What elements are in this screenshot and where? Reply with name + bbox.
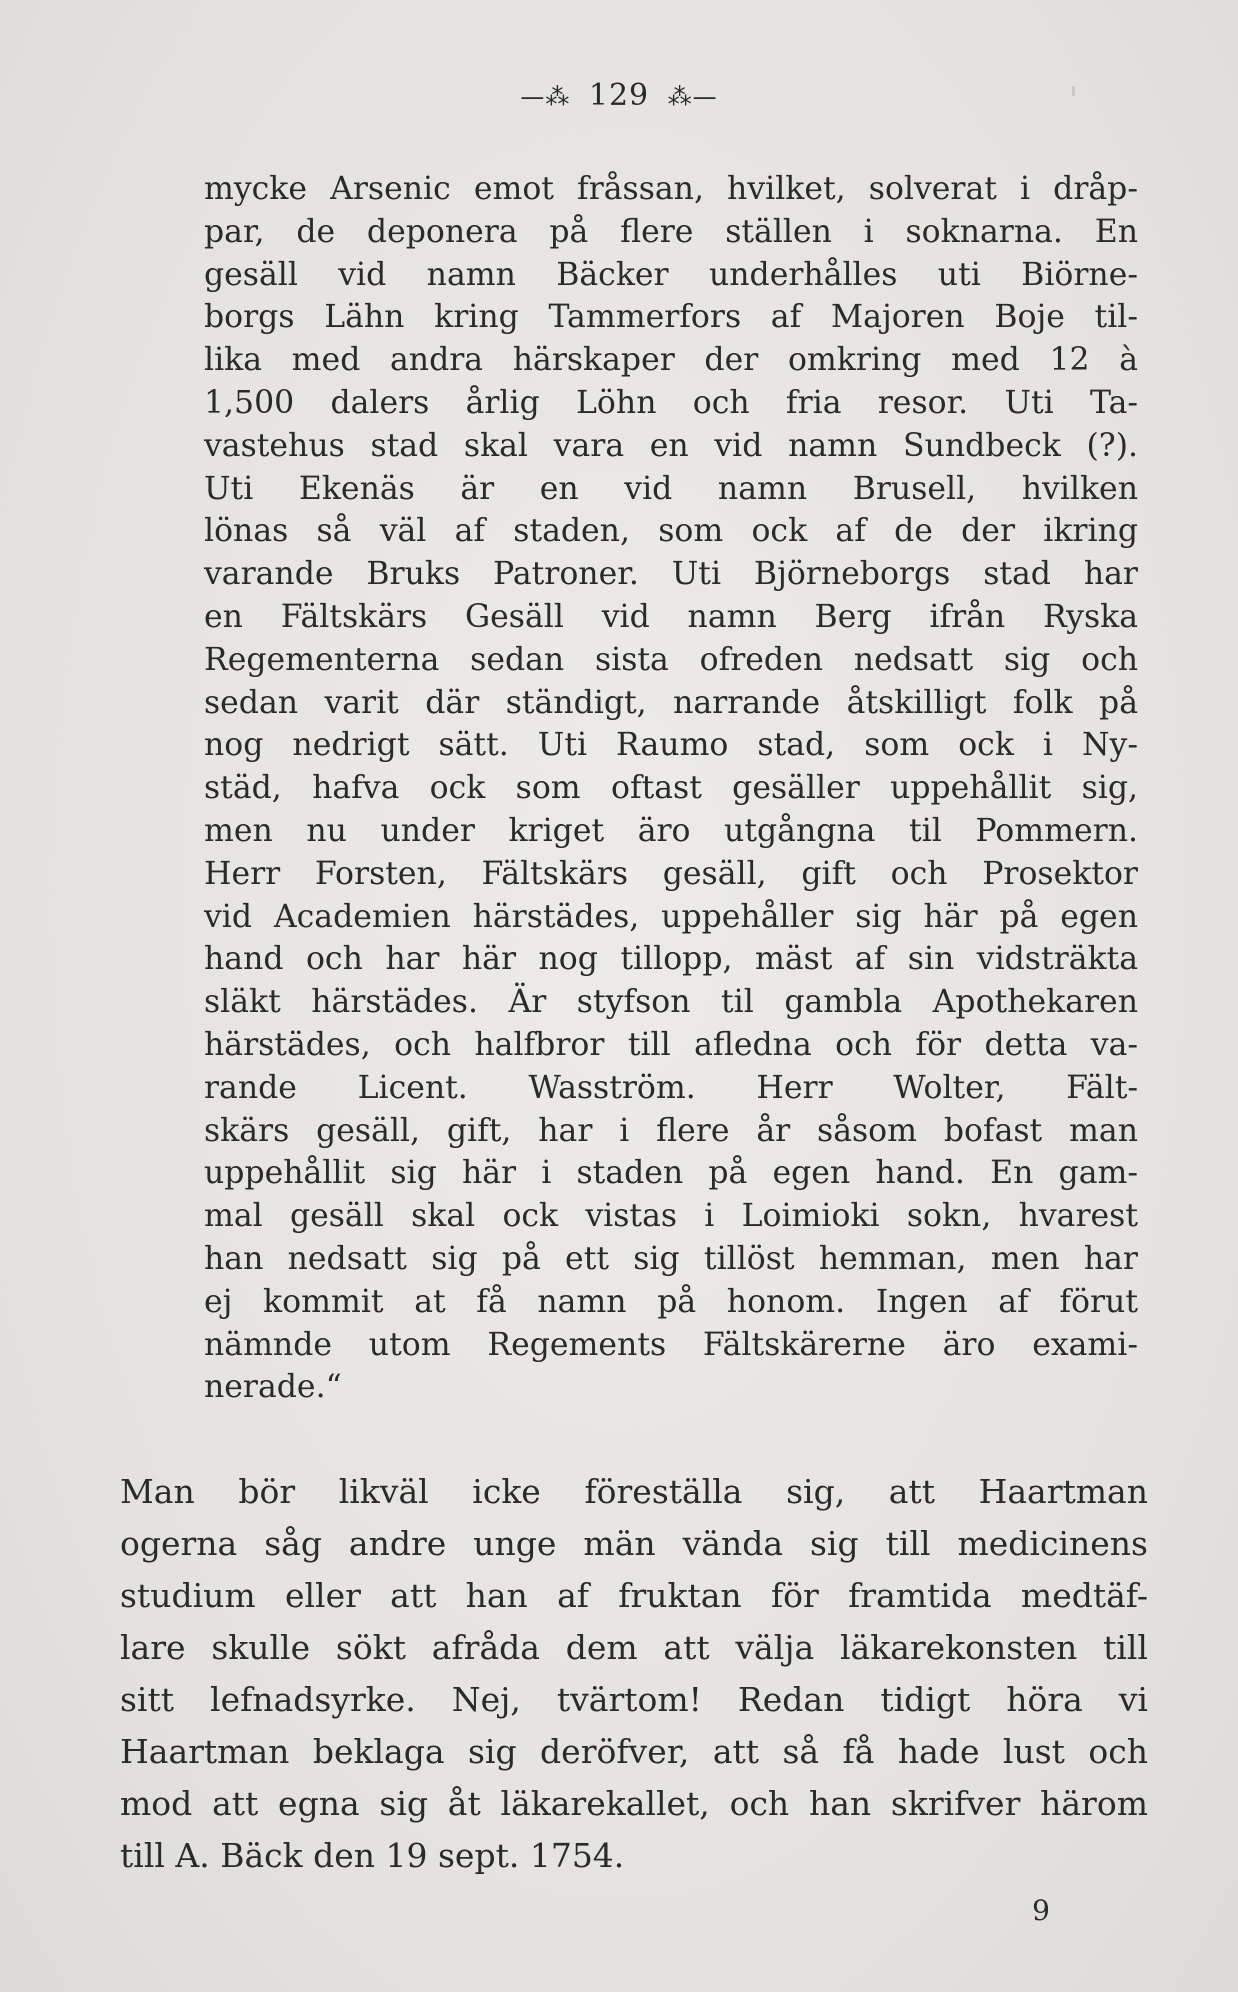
header-ornament-left: —⁂ [520,83,571,111]
quote-text-line: 1,500 dalers årlig Löhn och fria resor. Uti Ta- [204,384,1138,421]
quote-text-line: Regementerna sedan sista ofreden nedsatt sig och [204,641,1138,678]
quoted-letter-block [204,168,1138,1409]
quote-text-line: ej kommit at få namn på honom. Ingen af förut [204,1283,1138,1320]
quote-text-line: men nu under kriget äro utgångna til Pommern. [204,812,1138,849]
quote-text-line: varande Bruks Patroner. Uti Björneborgs stad har [204,556,1138,593]
quote-text-line: nerade.“ [204,1369,342,1406]
body-text-line: sitt lefnadsyrke. Nej, tvärtom! Redan tidigt höra vi [120,1680,1148,1719]
quote-text-line: par, de deponera på flere ställen i soknarna. En [204,213,1138,250]
page-number: 129 [588,78,650,113]
quote-text-line: uppehållit sig här i staden på egen hand. En gam- [204,1155,1138,1192]
quote-text-line: städ, hafva ock som oftast gesäller uppehållit sig, [204,770,1138,807]
header-ornament-right: ⁂— [667,83,718,111]
quote-text-line: skärs gesäll, gift, har i flere år såsom bofast man [204,1112,1138,1149]
quote-text-line: Uti Ekenäs är en vid namn Brusell, hvilken [204,470,1138,507]
quote-text-line: härstädes, och halfbror till afledna och för detta va- [204,1026,1138,1063]
quote-text-line: vid Academien härstädes, uppehåller sig här på egen [204,898,1138,935]
quote-text-line: hand och har här nog tillopp, mäst af sin vidsträkta [204,941,1138,978]
quote-text-line: borgs Lähn kring Tammerfors af Majoren Boje til- [204,299,1138,336]
main-paragraph [120,1466,1148,1882]
quote-text-line: mal gesäll skal ock vistas i Loimioki sokn, hvarest [204,1198,1138,1235]
quote-text-line: nämnde utom Regements Fältskärerne äro exami- [204,1326,1138,1363]
quote-text-line: släkt härstädes. Är styfson til gambla Apothekaren [204,984,1138,1021]
quote-text-line: lika med andra härskaper der omkring med 12 à [204,342,1138,379]
body-text-line: Man bör likväl icke föreställa sig, att Haartman [120,1472,1148,1511]
body-text-line: lare skulle sökt afråda dem att välja läkarekonsten till [120,1628,1148,1667]
quote-text-line: vastehus stad skal vara en vid namn Sundbeck (?). [204,427,1138,464]
signature-mark: 9 [1032,1894,1050,1927]
quote-text-line: han nedsatt sig på ett sig tillöst hemman, men har [204,1240,1138,1277]
quote-text-line: en Fältskärs Gesäll vid namn Berg ifrån Ryska [204,598,1138,635]
quote-text-line: mycke Arsenic emot fråssan, hvilket, solverat i dråp- [204,171,1138,207]
quote-text-line: sedan varit där ständigt, narrande åtskilligt folk på [204,684,1138,721]
quote-text-line: nog nedrigt sätt. Uti Raumo stad, som ock i Ny- [204,727,1138,764]
body-text-line: studium eller att han af fruktan för framtida medtäf- [120,1576,1148,1615]
quote-text-line: lönas så väl af staden, som ock af de der ikring [204,513,1138,550]
body-text-line: ogerna såg andre unge män vända sig till medicinens [120,1524,1148,1563]
body-text-line: Haartman beklaga sig deröfver, att så få hade lust och [120,1732,1148,1771]
quote-text-line: rande Licent. Wasström. Herr Wolter, Fält- [204,1069,1138,1106]
body-text-line: till A. Bäck den 19 sept. 1754. [120,1836,625,1875]
quote-text-line: gesäll vid namn Bäcker underhålles uti Biörne- [204,256,1138,293]
page-header [0,78,1238,113]
body-text-line: mod att egna sig åt läkarekallet, och han skrifver härom [120,1784,1148,1823]
quote-text-line: Herr Forsten, Fältskärs gesäll, gift och Prosektor [204,855,1138,892]
